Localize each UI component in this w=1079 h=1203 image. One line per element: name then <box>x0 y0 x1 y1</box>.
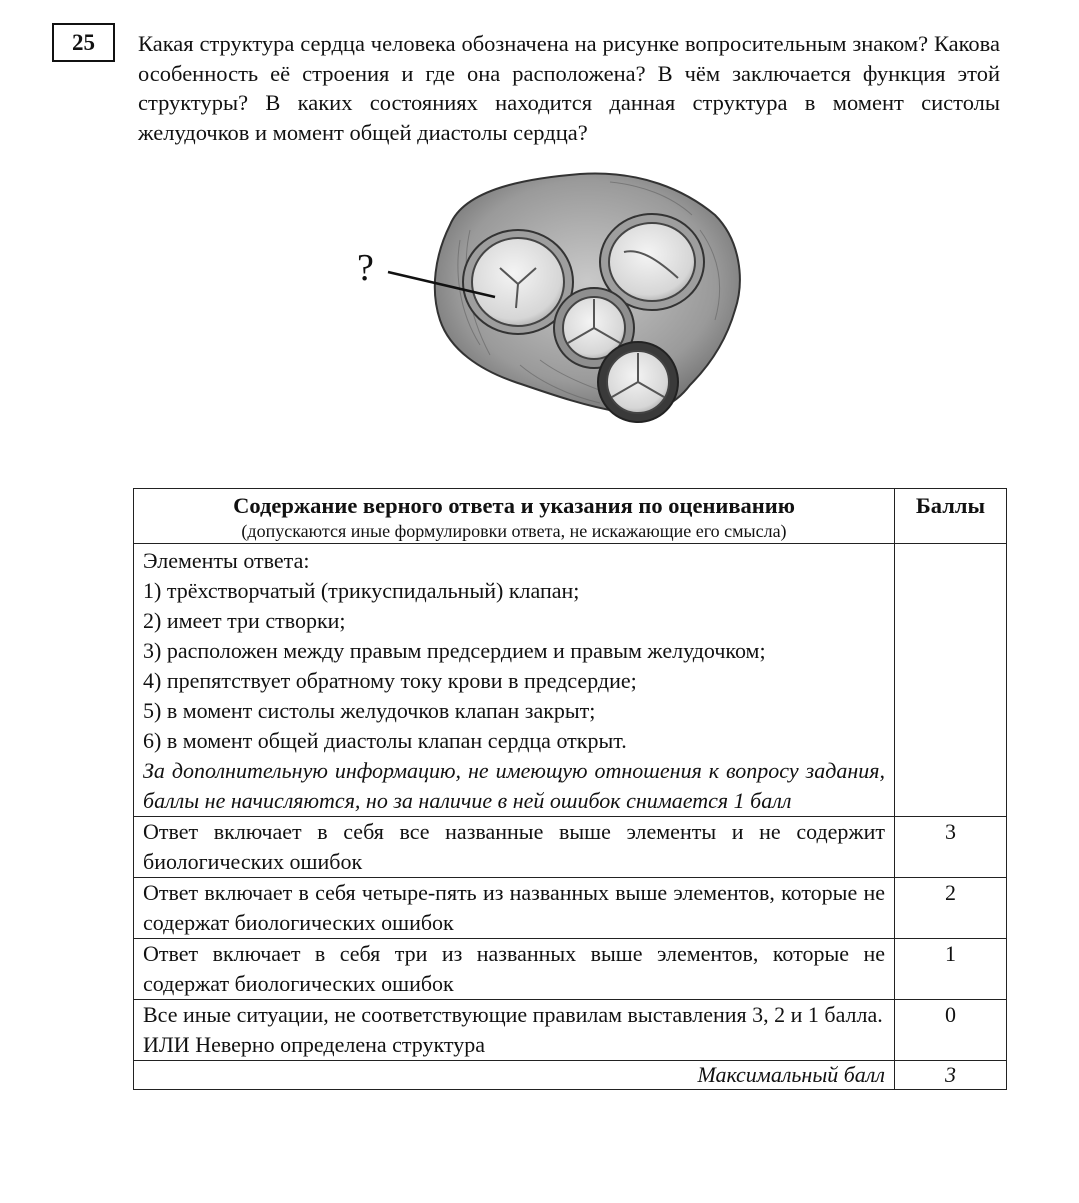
max-score-label: Максимальный балл <box>134 1061 895 1090</box>
criterion-text-line: ИЛИ Неверно определена структура <box>143 1032 485 1057</box>
criterion-text <box>134 1000 895 1061</box>
table-header-row <box>134 489 1007 544</box>
header-score-cell <box>895 489 1007 544</box>
criterion-text-line: Все иные ситуации, не соответствующие правилам выставления 3, 2 и 1 балла. <box>143 1002 883 1027</box>
answer-elements <box>134 544 895 817</box>
pointer-question-mark: ? <box>357 247 374 289</box>
header-sub: (допускаются иные формулировки ответа, не искажающие его смысла) <box>241 521 787 541</box>
element-item: 6) в момент общей диастолы клапан сердца открыт. <box>143 728 627 753</box>
header-score: Баллы <box>915 493 986 518</box>
aortic-valve <box>598 342 678 422</box>
criteria-row <box>134 1000 1007 1061</box>
element-item: 3) расположен между правым предсердием и правым желудочком; <box>143 638 766 663</box>
element-item: 1) трёхстворчатый (трикуспидальный) клапан; <box>143 578 580 603</box>
criterion-score: 3 <box>895 817 1007 878</box>
element-item: 5) в момент систолы желудочков клапан закрыт; <box>143 698 596 723</box>
criterion-text: Ответ включает в себя четыре-пять из названных выше элементов, которые не содержат биологических ошибок <box>134 878 895 939</box>
question-number: 25 <box>52 23 115 62</box>
elements-intro: Элементы ответа: <box>143 548 310 573</box>
header-content-cell <box>134 489 895 544</box>
question-text: Какая структура сердца человека обозначена на рисунке вопросительным знаком? Какова особенность её строения и где она расположена? В чём заключается функция этой структуры? В каких состояниях находится данная структура в момент систолы желудочков и момент общей диастолы сердца? <box>138 31 1000 145</box>
heart-valves-illustration <box>340 160 760 430</box>
element-item: 4) препятствует обратному току крови в предсердие; <box>143 668 637 693</box>
elements-row <box>134 544 1007 817</box>
criterion-score: 2 <box>895 878 1007 939</box>
criteria-row <box>134 878 1007 939</box>
elements-note: За дополнительную информацию, не имеющую отношения к вопросу задания, баллы не начисляются, но за наличие в ней ошибок снимается 1 балл <box>143 758 885 813</box>
scoring-table <box>133 488 1007 1090</box>
criterion-score: 1 <box>895 939 1007 1000</box>
max-score-value: 3 <box>895 1061 1007 1090</box>
elements-score-empty <box>895 544 1007 817</box>
criteria-row <box>134 817 1007 878</box>
criterion-text: Ответ включает в себя все названные выше элементы и не содержит биологических ошибок <box>134 817 895 878</box>
criteria-row <box>134 939 1007 1000</box>
criterion-score: 0 <box>895 1000 1007 1061</box>
element-item: 2) имеет три створки; <box>143 608 346 633</box>
max-score-row <box>134 1061 1007 1090</box>
header-main: Содержание верного ответа и указания по оцениванию <box>233 493 795 518</box>
criterion-text: Ответ включает в себя три из названных выше элементов, которые не содержат биологических ошибок <box>134 939 895 1000</box>
